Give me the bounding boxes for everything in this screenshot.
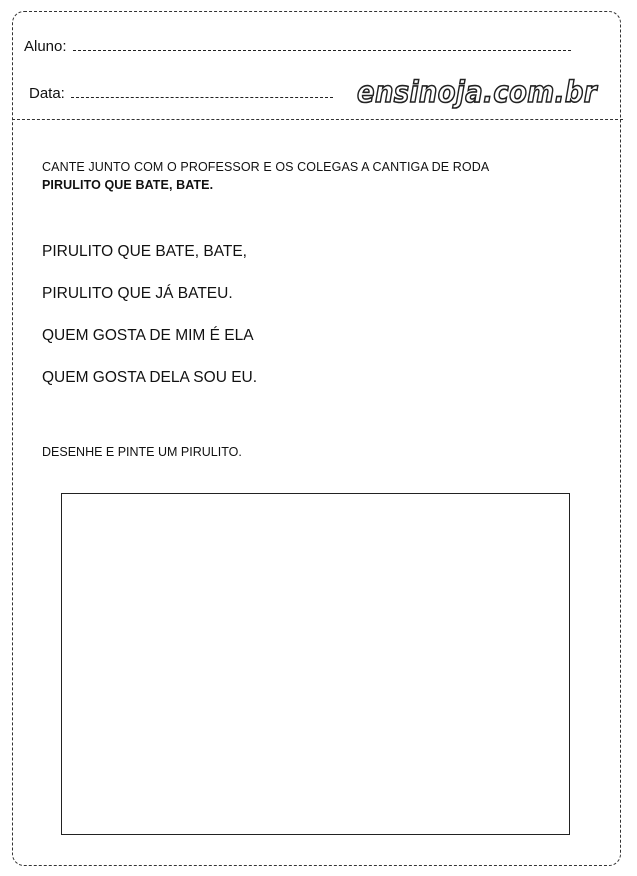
svg-text:ensinoja.com.br: ensinoja.com.br [357, 75, 599, 109]
aluno-label: Aluno: [24, 38, 67, 55]
drawing-task: DESENHE E PINTE UM PIRULITO. [42, 445, 242, 459]
data-blank-line [71, 96, 333, 98]
header-divider [12, 119, 623, 120]
song-title: PIRULITO QUE BATE, BATE. [42, 178, 214, 192]
instruction-text [42, 158, 489, 194]
drawing-area[interactable] [61, 493, 570, 835]
aluno-blank-line [73, 49, 571, 51]
aluno-field [24, 38, 571, 55]
song-verses [42, 243, 257, 411]
data-field [29, 85, 333, 102]
ensinoja-logo [355, 72, 601, 112]
verse-line: QUEM GOSTA DELA SOU EU. [42, 369, 258, 386]
verse-line: PIRULITO QUE BATE, BATE, [42, 243, 247, 260]
data-label: Data: [29, 85, 65, 102]
verse-line: PIRULITO QUE JÁ BATEU. [42, 285, 233, 302]
verse-line: QUEM GOSTA DE MIM É ELA [42, 327, 254, 344]
instruction-line-1: CANTE JUNTO COM O PROFESSOR E OS COLEGAS A CANTIGA DE RODA [42, 160, 490, 174]
